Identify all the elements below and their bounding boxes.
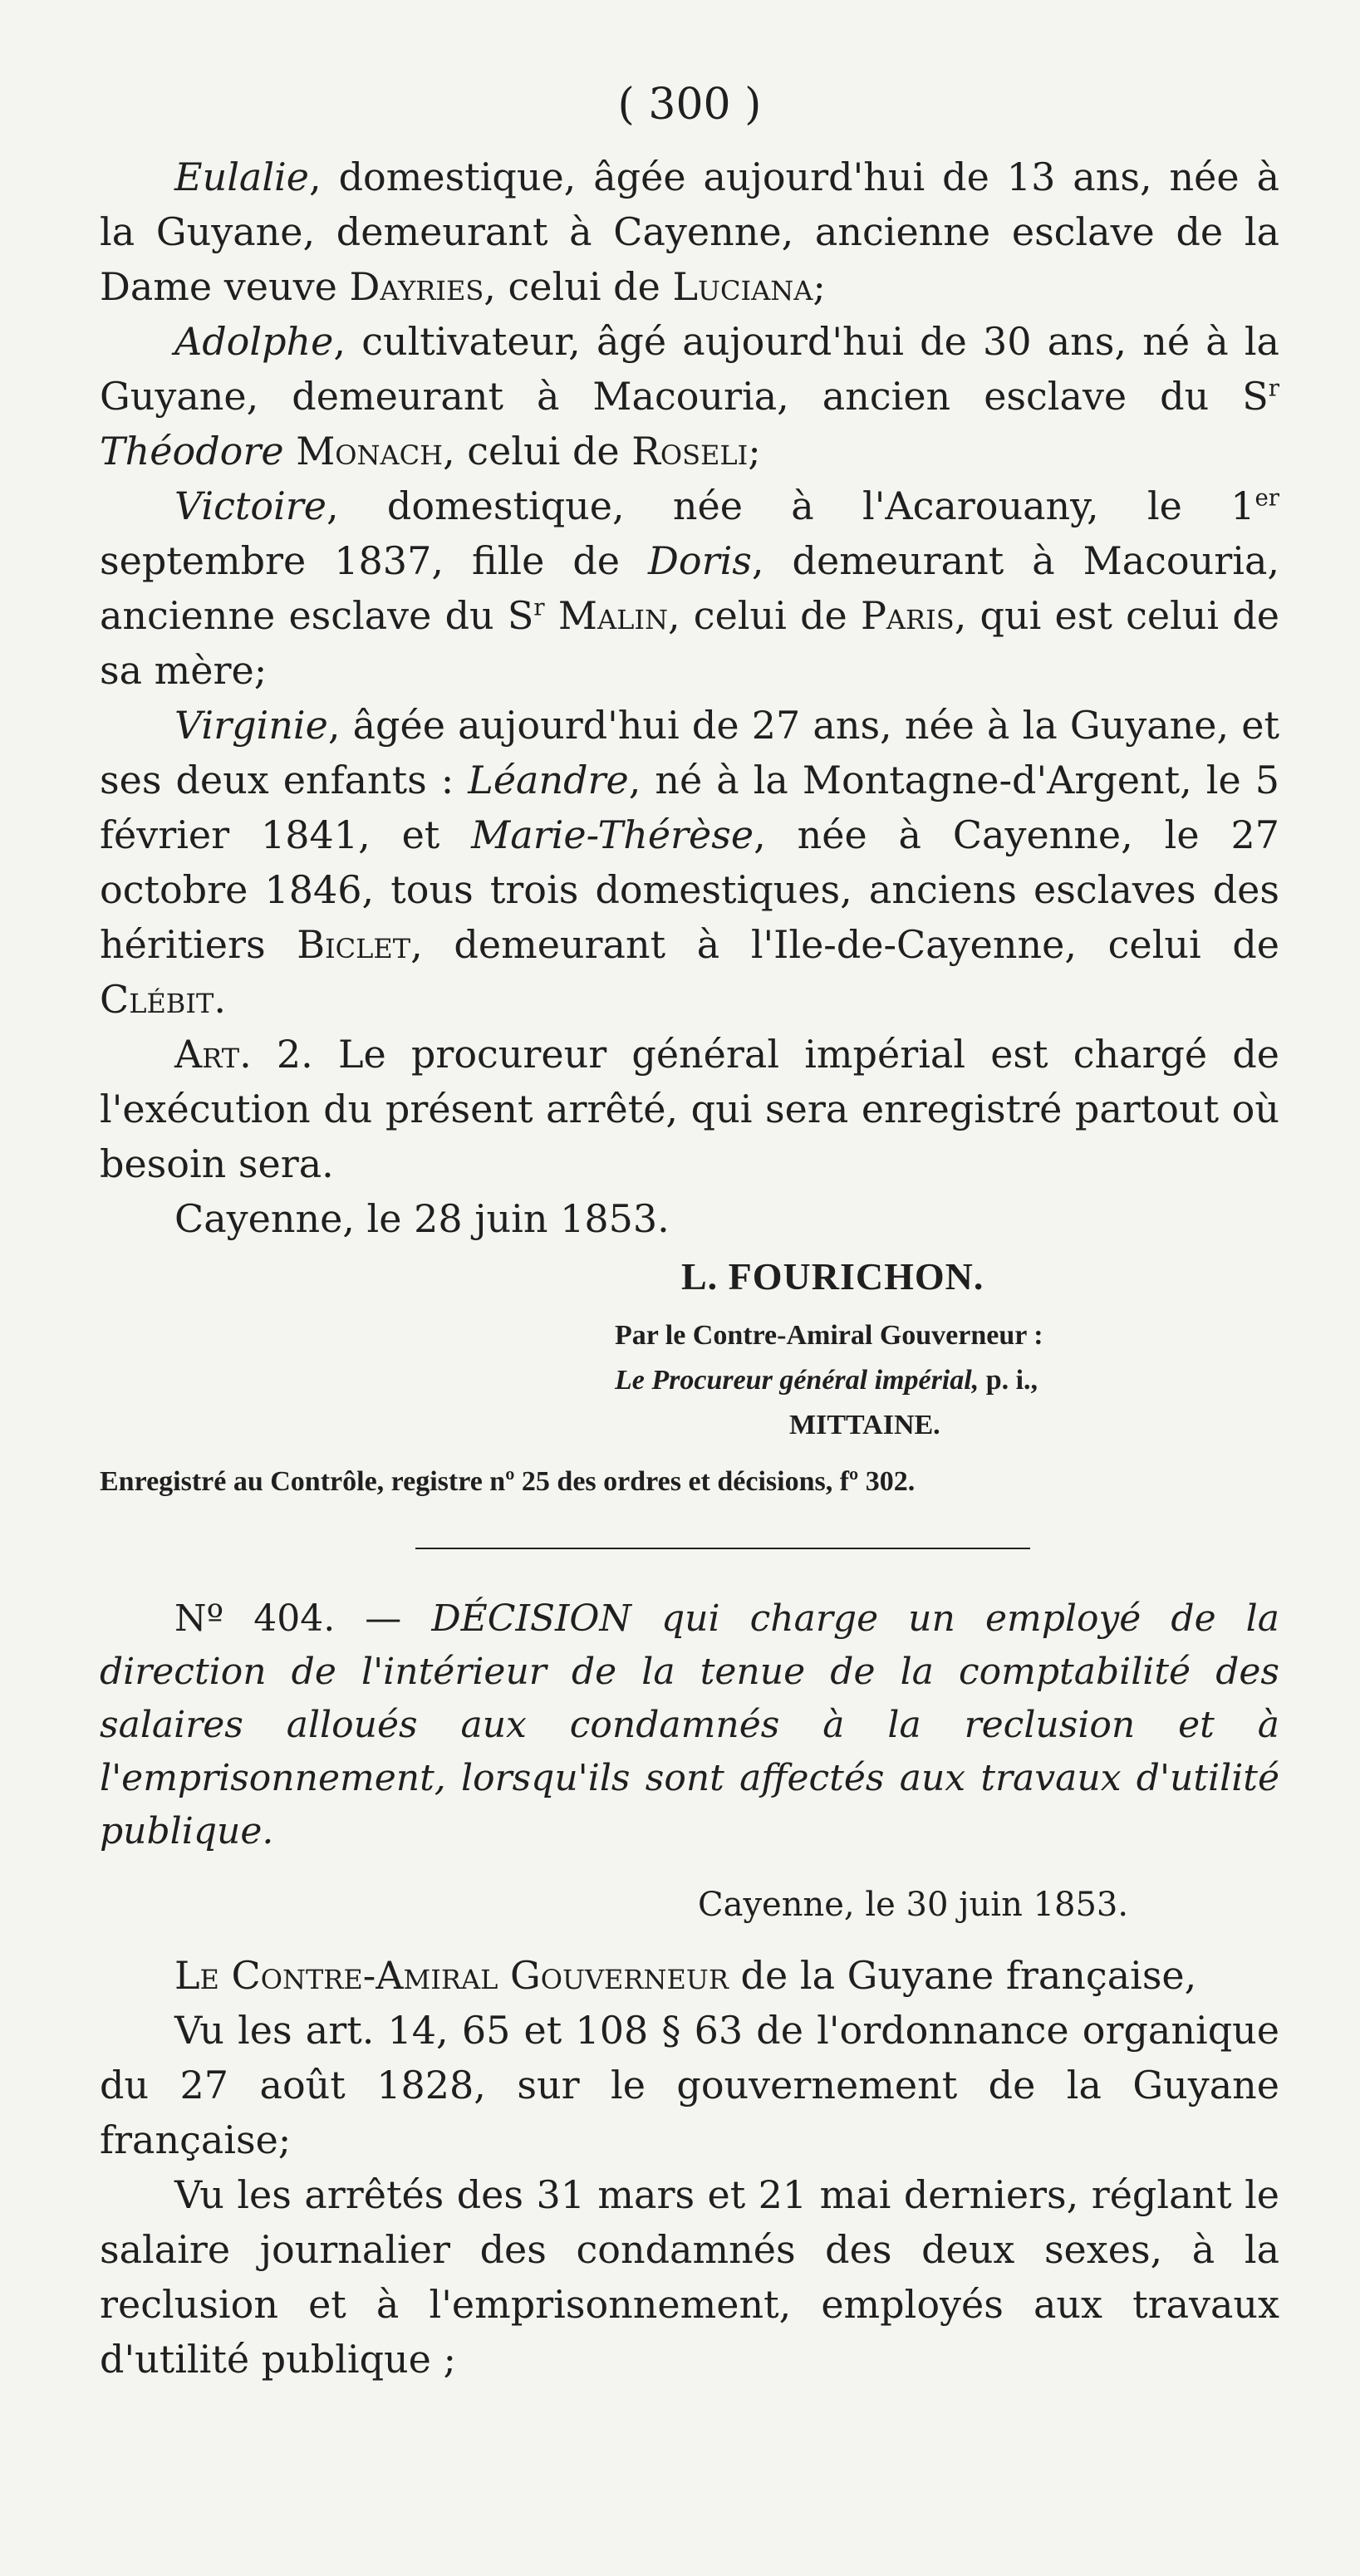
entry-surname: Paris bbox=[860, 593, 955, 638]
vu-paragraph-2: Vu les arrêtés des 31 mars et 21 mai derniers, réglant le salaire journalier des condamnés des deux sexes, à la reclusion et à l'emprisonnement, employés aux travaux d'utilité publique ; bbox=[100, 2172, 1279, 2382]
mittaine-signature: MITTAINE. bbox=[789, 1410, 940, 1440]
entry-name: Victoire bbox=[174, 483, 326, 528]
vu-paragraph-1: Vu les art. 14, 65 et 108 § 63 de l'ordonnance organique du 27 août 1828, sur le gouvernement de la Guyane française; bbox=[100, 2008, 1279, 2162]
entry-mid: , celui de bbox=[484, 264, 673, 309]
enregistre-line: Enregistré au Contrôle, registre nº 25 des ordres et décisions, fº 302. bbox=[100, 1466, 916, 1497]
entry-virginie bbox=[100, 698, 1279, 1027]
entry-name: Eulalie bbox=[174, 155, 309, 199]
entry-end: , qui est celui de sa mère; bbox=[100, 593, 1279, 693]
article-text: 2. Le procureur général impérial est chargé de l'exécution du présent arrêté, qui sera enregistré partout où besoin sera. bbox=[100, 1032, 1279, 1186]
entry-mid: , celui de bbox=[443, 429, 632, 473]
decision-title: DÉCISION qui charge un employé de la direction de l'intérieur de la tenue de la comptabilité des salaires alloués aux condamnés à la reclusion et à l'emprisonnement, lorsqu'ils sont affectés aux travaux d'utilité publique. bbox=[100, 1597, 1279, 1852]
gouverneur-line bbox=[100, 1948, 1279, 2003]
section-divider bbox=[415, 1548, 1030, 1549]
decision-number: Nº 404. — bbox=[174, 1597, 432, 1640]
article-label: Art. bbox=[174, 1032, 252, 1077]
article-2 bbox=[100, 1027, 1279, 1191]
entry-victoire bbox=[100, 478, 1279, 698]
entry-text: , cultivateur, âgé aujourd'hui de 30 ans, né à la Guyane, demeurant à Macouria, ancien esclave du S bbox=[100, 319, 1279, 419]
entry-text3: , demeurant à Macouria, ancienne esclave du S bbox=[100, 538, 1279, 638]
entry-text: , domestique, née à l'Acarouany, le 1 bbox=[326, 483, 1255, 528]
entry-surname: Luciana bbox=[672, 264, 813, 309]
entry-end: ; bbox=[748, 429, 761, 473]
procureur-title: Le Procureur général impérial, bbox=[615, 1365, 979, 1396]
procureur-line bbox=[100, 1358, 1279, 1403]
entry-text2: septembre 1837, fille de bbox=[100, 538, 648, 583]
entry-owner: Malin bbox=[557, 593, 668, 638]
date-line: Cayenne, le 28 juin 1853. bbox=[174, 1196, 670, 1241]
entry-eulalie bbox=[100, 150, 1279, 314]
procureur-suffix: p. i., bbox=[979, 1365, 1038, 1396]
entry-child2: Marie-Thérèse bbox=[471, 812, 754, 857]
entry-mother: Doris bbox=[648, 538, 752, 583]
entry-text: , âgée aujourd'hui de 27 ans, née à la Guyane, et ses deux enfants : bbox=[100, 703, 1279, 802]
entry-end: ; bbox=[813, 264, 826, 309]
entry-surname: Clébit bbox=[100, 977, 214, 1022]
entry-mid: , demeurant à l'Ile-de-Cayenne, celui de bbox=[410, 922, 1280, 967]
signature: L. FOURICHON. bbox=[681, 1255, 984, 1298]
par-le-gouverneur: Par le Contre-Amiral Gouverneur : bbox=[615, 1320, 1043, 1351]
entry-text2: , né à la Montagne-d'Argent, le 5 février 1841, et bbox=[100, 758, 1279, 857]
entry-sup: er bbox=[1254, 483, 1279, 512]
entry-mid: , celui de bbox=[667, 593, 861, 638]
gouverneur-text: de la Guyane française, bbox=[728, 1953, 1197, 1998]
entry-end: . bbox=[214, 977, 226, 1022]
decision-heading bbox=[100, 1592, 1279, 1858]
entry-sup2: r bbox=[533, 593, 545, 621]
entry-name: Adolphe bbox=[174, 319, 334, 364]
entry-child1: Léandre bbox=[468, 758, 629, 802]
page-number: ( 300 ) bbox=[617, 80, 762, 130]
entry-owner: Monach bbox=[296, 429, 444, 473]
decision-date: Cayenne, le 30 juin 1853. bbox=[698, 1886, 1129, 1924]
entry-text: , domestique, âgée aujourd'hui de 13 ans, née à la Guyane, demeurant à Cayenne, ancienne esclave de la Dame veuve bbox=[100, 155, 1279, 309]
entry-text3: , née à Cayenne, le 27 octobre 1846, tous trois domestiques, anciens esclaves des héritiers bbox=[100, 812, 1279, 967]
entry-surname: Roseli bbox=[631, 429, 749, 473]
entry-owner: Dayries bbox=[349, 264, 484, 309]
gouverneur-title: Le Contre-Amiral Gouverneur bbox=[174, 1953, 729, 1998]
page-content bbox=[100, 80, 1280, 2387]
entry-owner: Biclet bbox=[297, 922, 411, 967]
entry-adolphe bbox=[100, 314, 1279, 478]
entry-name: Virginie bbox=[174, 703, 328, 748]
entry-sup: r bbox=[1268, 374, 1279, 402]
entry-owner-first: Théodore bbox=[100, 429, 284, 473]
